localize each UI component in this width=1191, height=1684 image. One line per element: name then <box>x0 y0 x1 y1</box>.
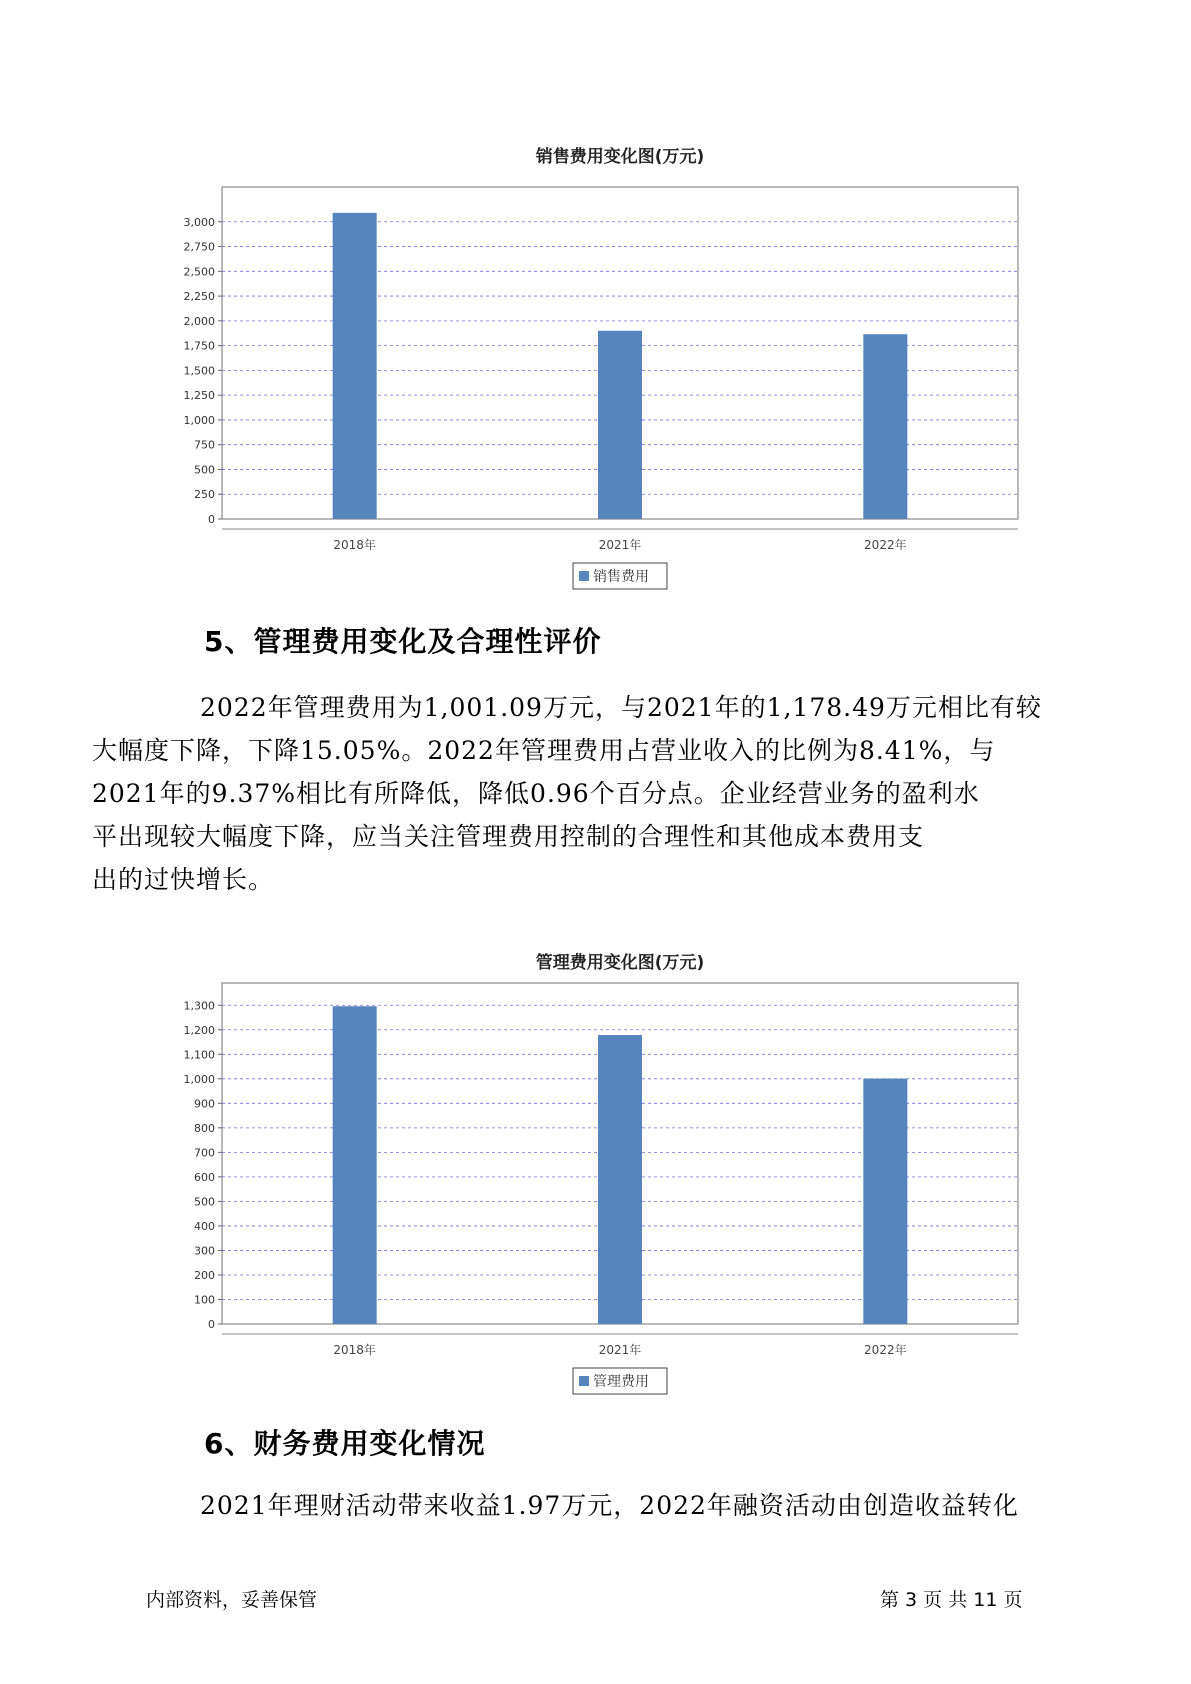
sales-y-tick-label: 2,250 <box>183 290 215 304</box>
admin-y-tick-label: 500 <box>194 1195 215 1209</box>
admin-legend-label: 管理费用 <box>593 1374 649 1390</box>
sales-y-tick-label: 1,500 <box>183 364 215 378</box>
sales-x-tick-label: 2021年 <box>598 538 642 552</box>
admin-y-tick-label: 400 <box>194 1219 215 1233</box>
admin-y-tick-label: 1,100 <box>183 1048 215 1062</box>
admin-chart-title: 管理费用变化图(万元) <box>535 953 705 973</box>
section5-heading: 5、管理费用变化及合理性评价 <box>204 625 602 658</box>
admin-x-tick-label: 2022年 <box>864 1343 907 1357</box>
section6-paragraph <box>146 1484 1046 1527</box>
section5-line-2: 大幅度下降，下降15.05%。2022年管理费用占营业收入的比例为8.41%，与 <box>92 736 996 765</box>
sales-y-tick-label: 500 <box>194 463 215 477</box>
sales-chart-title: 销售费用变化图(万元) <box>535 147 705 167</box>
admin-bar <box>333 1006 377 1324</box>
sales-x-tick-label: 2022年 <box>864 538 907 552</box>
sales-y-tick-label: 2,000 <box>183 314 215 328</box>
admin-bar <box>598 1035 642 1324</box>
admin-bar <box>863 1079 907 1324</box>
sales-y-tick-label: 750 <box>194 438 215 452</box>
admin-y-tick-label: 200 <box>194 1268 215 1282</box>
sales-legend-label: 销售费用 <box>593 569 649 585</box>
footer-confidential-note: 内部资料，妥善保管 <box>146 1589 318 1611</box>
admin-x-tick-label: 2021年 <box>598 1343 642 1357</box>
footer-page-number: 第 3 页 共 11 页 <box>880 1589 1023 1611</box>
admin-y-tick-label: 1,000 <box>183 1072 215 1086</box>
sales-y-tick-label: 3,000 <box>183 215 215 229</box>
sales-y-tick-label: 1,000 <box>183 413 215 427</box>
admin-y-tick-label: 700 <box>194 1146 215 1160</box>
admin-y-tick-label: 100 <box>194 1293 215 1307</box>
section5-line-4: 平出现较大幅度下降，应当关注管理费用控制的合理性和其他成本费用支 <box>92 822 925 851</box>
sales-y-tick-label: 1,750 <box>183 339 215 353</box>
sales-y-tick-label: 1,250 <box>183 389 215 403</box>
section5-line-5: 出的过快增长。 <box>92 865 275 894</box>
section5-line-3: 2021年的9.37%相比有所降低，降低0.96个百分点。企业经营业务的盈利水 <box>92 779 980 808</box>
admin-y-tick-label: 300 <box>194 1244 215 1258</box>
sales-y-tick-label: 250 <box>194 488 215 502</box>
sales-y-tick-label: 0 <box>208 513 215 526</box>
sales-y-tick-label: 2,500 <box>183 265 215 279</box>
section6-line-1: 2021年理财活动带来收益1.97万元，2022年融资活动由创造收益转化 <box>200 1491 1019 1520</box>
sales-x-tick-label: 2018年 <box>333 538 376 552</box>
section6-heading: 6、财务费用变化情况 <box>204 1427 486 1460</box>
admin-x-tick-label: 2018年 <box>333 1343 376 1357</box>
admin-y-tick-label: 600 <box>194 1170 215 1184</box>
sales-y-tick-label: 2,750 <box>183 240 215 254</box>
admin-y-tick-label: 1,300 <box>183 999 215 1013</box>
admin-legend-swatch <box>579 1376 589 1386</box>
admin-y-tick-label: 1,200 <box>183 1023 215 1037</box>
admin-y-tick-label: 800 <box>194 1121 215 1135</box>
admin-y-tick-label: 900 <box>194 1097 215 1111</box>
section5-line-1: 2022年管理费用为1,001.09万元，与2021年的1,178.49万元相比有较 <box>200 693 1042 722</box>
admin-y-tick-label: 0 <box>208 1318 215 1331</box>
